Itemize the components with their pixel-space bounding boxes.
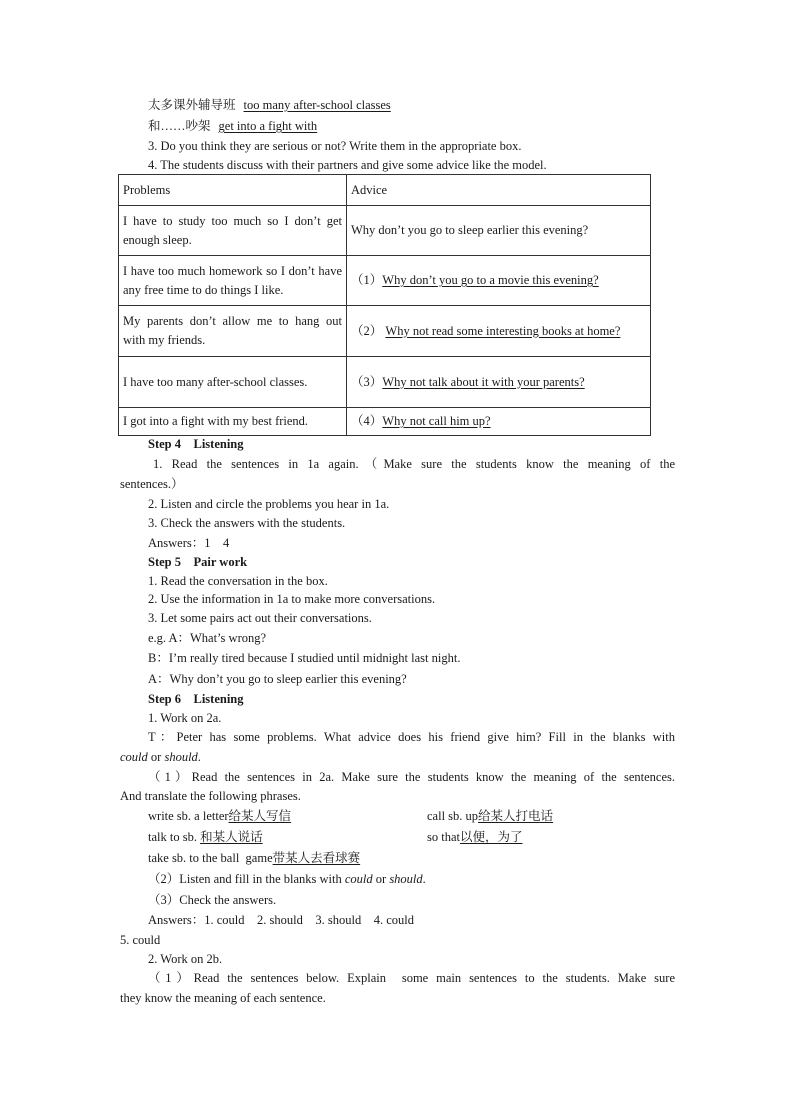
step4-item3: 3. Check the answers with the students. — [148, 516, 346, 530]
advice-answer: Why not call him up? — [382, 414, 491, 428]
problems-advice-table — [118, 174, 651, 436]
step6-answers-cont: 5. could — [120, 933, 161, 947]
listen-instruction: （2）Listen and fill in the blanks with — [148, 872, 345, 886]
phrase-zh: 以便，为了 — [459, 830, 523, 844]
step6-answers: Answers：1. could 2. should 3. should 4. could — [148, 913, 414, 927]
step6-listen-fill — [148, 871, 426, 887]
step6-read-2b-cont: they know the meaning of each sentence. — [120, 991, 326, 1005]
phrase-en: write sb. a letter — [148, 809, 229, 823]
phrase-line-1 — [148, 97, 391, 113]
phrase-en: too many after-school classes — [243, 98, 391, 112]
step5-item3: 3. Let some pairs act out their conversations. — [148, 611, 372, 625]
table-row — [119, 206, 651, 256]
phrase-pair — [148, 829, 263, 845]
step5-item2: 2. Use the information in 1a to make more conversations. — [148, 592, 436, 606]
step4-item1: 1. Read the sentences in 1a again.（Make sure the students know the meaning of the — [153, 457, 675, 471]
teacher-question-cont — [120, 749, 201, 765]
step3-item-4: 4. The students discuss with their partners and give some advice like the model. — [148, 158, 547, 172]
dialogue-line: B：I’m really tired because I studied until midnight last night. — [148, 651, 461, 665]
phrase-pair — [148, 808, 291, 824]
advice-cell — [347, 408, 651, 436]
advice-answer: Why not read some interesting books at home? — [385, 323, 621, 338]
advice-text: Why don’t you go to sleep earlier this evening? — [351, 223, 589, 237]
phrase-pair — [148, 850, 360, 866]
advice-answer: Why don’t you go to a movie this evening? — [382, 273, 599, 287]
table-header-row — [119, 175, 651, 206]
step6-check: （3）Check the answers. — [148, 893, 277, 907]
period: . — [197, 750, 201, 764]
advice-number: （1） — [351, 273, 383, 287]
step5-item1: 1. Read the conversation in the box. — [148, 574, 328, 588]
problem-cell: I got into a fight with my best friend. — [119, 408, 347, 436]
step5-heading: Step 5 Pair work — [148, 555, 248, 569]
phrase-en: talk to sb. — [148, 830, 201, 844]
table-row — [119, 256, 651, 306]
phrase-pair — [427, 829, 523, 845]
step6-work-2a: 1. Work on 2a. — [148, 711, 222, 725]
word-or: or — [372, 872, 390, 886]
advice-cell — [347, 206, 651, 256]
step4-item2: 2. Listen and circle the problems you hear in 1a. — [148, 497, 390, 511]
step6-read-2a: （1）Read the sentences in 2a. Make sure the students know the meaning of the sentences. — [148, 770, 675, 784]
advice-cell — [347, 357, 651, 408]
period: . — [422, 872, 426, 886]
advice-cell — [347, 306, 651, 357]
phrase-pair — [427, 808, 553, 824]
advice-number: （4） — [351, 414, 383, 428]
step6-heading: Step 6 Listening — [148, 692, 244, 706]
problem-cell: I have to study too much so I don’t get enough sleep. — [119, 206, 347, 256]
step6-read-2a-cont: And translate the following phrases. — [120, 789, 301, 803]
problem-cell: I have too many after-school classes. — [119, 357, 347, 408]
table-row — [119, 306, 651, 357]
phrase-en: get into a fight with — [218, 119, 318, 133]
word-could: could — [120, 750, 148, 764]
table-row — [119, 357, 651, 408]
teacher-question: T：Peter has some problems. What advice does his friend give him? Fill in the blanks with — [148, 730, 675, 744]
advice-number: （3） — [351, 374, 383, 389]
dialogue-line: e.g. A：What’s wrong? — [148, 631, 267, 645]
header-problems: Problems — [119, 175, 347, 206]
step4-answers: Answers：1 4 — [148, 536, 230, 550]
advice-cell — [347, 256, 651, 306]
word-or: or — [147, 750, 165, 764]
phrase-zh: 和……吵架 — [148, 119, 211, 133]
word-should: should — [164, 750, 198, 764]
step6-read-2b: （1）Read the sentences below. Explain some main sentences to the students. Make sure — [148, 971, 675, 985]
step4-heading: Step 4 Listening — [148, 437, 244, 451]
dialogue-line: A：Why don’t you go to sleep earlier this evening? — [148, 672, 407, 686]
phrase-en: take sb. to the ball game — [148, 851, 273, 865]
phrase-zh: 带某人去看球赛 — [272, 851, 361, 865]
word-could: could — [344, 872, 373, 886]
phrase-zh: 太多课外辅导班 — [148, 98, 236, 112]
advice-number: （2） — [351, 323, 383, 338]
table-row — [119, 408, 651, 436]
problem-cell: I have too much homework so I don’t have any free time to do things I like. — [119, 256, 347, 306]
step6-work-2b: 2. Work on 2b. — [148, 952, 223, 966]
problem-cell: My parents don’t allow me to hang out with my friends. — [119, 306, 347, 357]
phrase-zh: 给某人打电话 — [478, 809, 554, 823]
word-should: should — [389, 872, 423, 886]
phrase-en: call sb. up — [427, 809, 479, 823]
phrase-zh: 和某人说话 — [200, 830, 263, 844]
advice-answer: Why not talk about it with your parents? — [382, 374, 585, 389]
step4-item1-cont: sentences.） — [120, 477, 184, 491]
step3-item-3: 3. Do you think they are serious or not? Write them in the appropriate box. — [148, 139, 522, 153]
phrase-en: so that — [427, 830, 460, 844]
header-advice: Advice — [347, 175, 651, 206]
phrase-zh: 给某人写信 — [228, 809, 292, 823]
phrase-line-2 — [148, 118, 317, 134]
